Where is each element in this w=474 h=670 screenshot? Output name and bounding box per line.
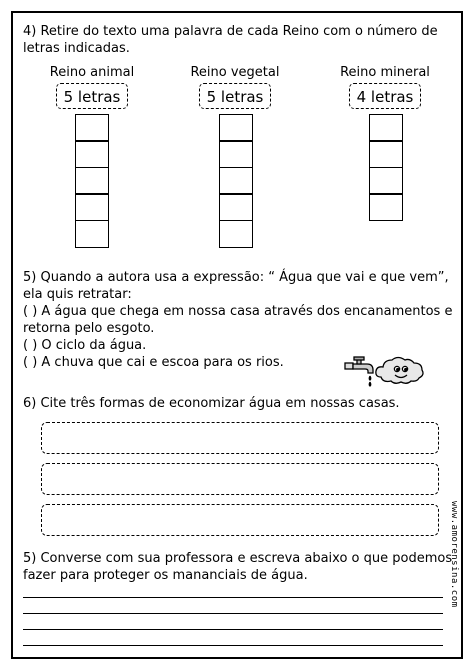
- writing-line-4[interactable]: [23, 645, 443, 646]
- letter-count-box-mineral: 4 letras: [349, 83, 421, 109]
- question-5b-line-1: 5) Converse com sua professora e escreva abaixo o que podemos: [23, 551, 453, 566]
- answer-box-3[interactable]: [41, 504, 439, 536]
- watermark-text: www.amorensina.com: [449, 501, 459, 608]
- writing-line-3[interactable]: [23, 629, 443, 630]
- letter-cell[interactable]: [75, 140, 109, 168]
- faucet-icon: [345, 357, 373, 386]
- question-5a-line-1: 5) Quando a autora usa a expressão: “ Água que vai e que vem”,: [23, 270, 449, 285]
- question-4-line-1: 4) Retire do texto uma palavra de cada Reino com o número de: [23, 24, 438, 39]
- question-5a-option-3: ( ) A chuva que cai e escoa para os rios.: [23, 355, 284, 370]
- letter-cell[interactable]: [219, 193, 253, 221]
- question-4: [23, 23, 438, 57]
- letter-count-box-animal: 5 letras: [56, 83, 128, 109]
- letter-cell[interactable]: [75, 167, 109, 195]
- answer-box-1[interactable]: [41, 422, 439, 454]
- question-5a-line-2: ela quis retratar:: [23, 287, 132, 302]
- letter-grid-vegetal: [219, 115, 253, 248]
- faucet-cloud-illustration: [343, 351, 431, 391]
- letter-cell[interactable]: [369, 193, 403, 221]
- kingdom-label-mineral: Reino mineral: [340, 65, 430, 80]
- question-4-line-2: letras indicadas.: [23, 41, 130, 56]
- question-5a-option-2: ( ) O ciclo da água.: [23, 338, 147, 353]
- letter-cell[interactable]: [369, 114, 403, 142]
- letter-count-box-vegetal: 5 letras: [199, 83, 271, 109]
- kingdom-label-animal: Reino animal: [49, 65, 135, 80]
- letter-grid-mineral: [369, 115, 403, 221]
- letter-cell[interactable]: [75, 114, 109, 142]
- letter-cell[interactable]: [369, 167, 403, 195]
- question-5a-option-1-line-1: ( ) A água que chega em nossa casa através dos encanamentos e: [23, 304, 453, 319]
- answer-box-2[interactable]: [41, 463, 439, 495]
- worksheet-border: [11, 11, 463, 659]
- letter-cell[interactable]: [219, 140, 253, 168]
- letter-cell[interactable]: [219, 167, 253, 195]
- letter-cell[interactable]: [75, 220, 109, 248]
- kingdom-label-vegetal: Reino vegetal: [190, 65, 280, 80]
- writing-line-2[interactable]: [23, 613, 443, 614]
- question-5b-line-2: fazer para proteger os mananciais de água.: [23, 568, 308, 583]
- letter-cell[interactable]: [219, 114, 253, 142]
- question-6: 6) Cite três formas de economizar água em nossas casas.: [23, 396, 400, 411]
- letter-grid-animal: [75, 115, 109, 248]
- letter-cell[interactable]: [369, 140, 403, 168]
- cloud-icon: [376, 358, 423, 384]
- letter-cell[interactable]: [219, 220, 253, 248]
- question-5b: [23, 550, 452, 584]
- letter-cell[interactable]: [75, 193, 109, 221]
- writing-line-1[interactable]: [23, 597, 443, 598]
- question-5a-option-1-line-2: retorna pelo esgoto.: [23, 321, 155, 336]
